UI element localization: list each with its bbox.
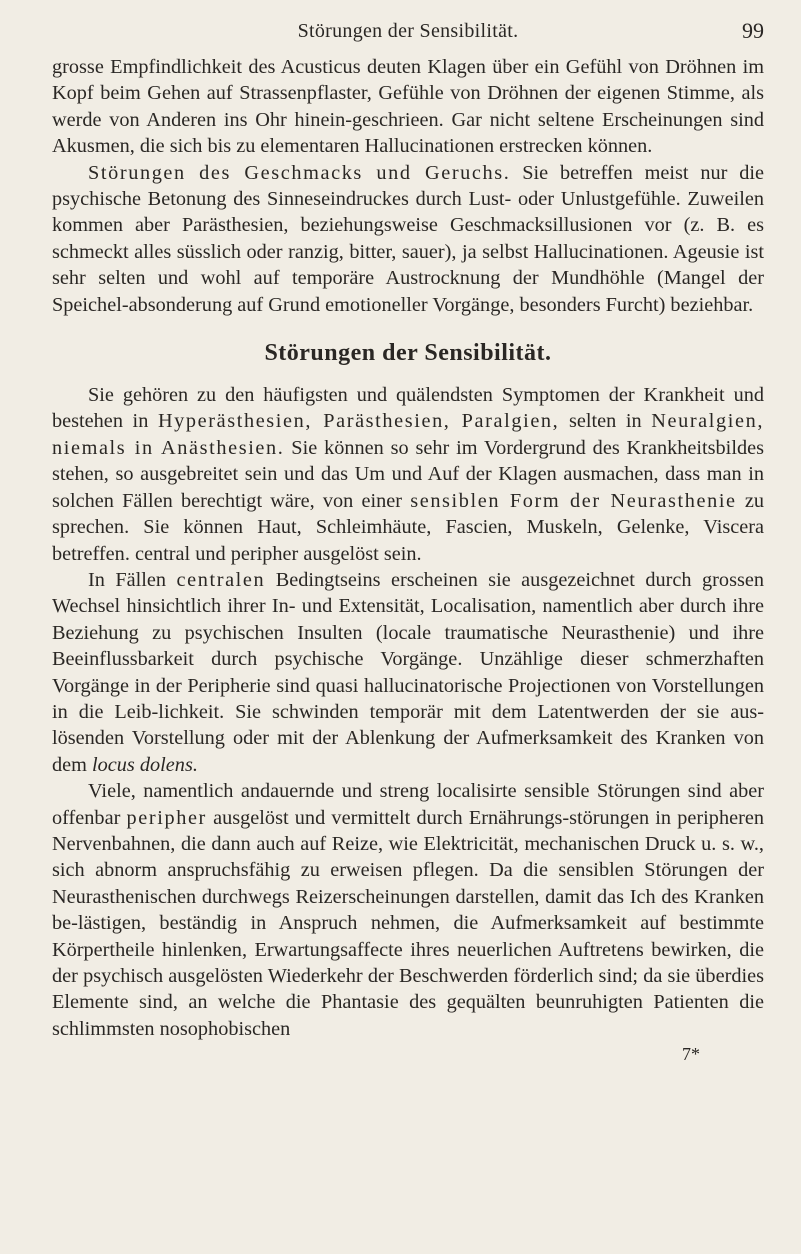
- paragraph-central: [52, 567, 764, 778]
- text-run: Sie können so sehr im Vordergrund des Krankheitsbildes stehen, so ausgebreitet sein und das Um und Auf der Klagen ausmachen, dass man in solchen Fällen berechtigt wäre, von einer: [52, 436, 764, 512]
- italic-run: locus dolens.: [92, 753, 198, 776]
- paragraph-geschmack-text: Sie betreffen meist nur die psychische Betonung des Sinneseindruckes durch Lust- oder Unlustgefühle. Zuweilen kommen aber Parästhesien, beziehungsweise Geschmacksillusionen vor (z. B. es schmeckt alles süsslich oder ranzig, bitter, sauer), ja selbst Hallucinationen. Ageusie ist sehr selten und wohl auf temporäre Austrocknung der Mundhöhle (Mangel der Speichel-absonderung auf Grund emotioneller Vorgänge, besonders Furcht) beziehbar.: [52, 161, 764, 316]
- paragraph-sensibilitaet: [52, 382, 764, 567]
- emphasis-run: Hyperästhesien, Parästhesien, Paralgien,: [157, 410, 560, 433]
- paragraph-acusticus: grosse Empfindlichkeit des Acusticus deuten Klagen über ein Gefühl von Dröhnen im Kopf beim Gehen auf Strassenpflaster, Gefühle von Dröhnen der eigenen Stimme, als werde von Anderen ins Ohr hinein-geschrieen. Gar nicht seltene Erscheinungen sind Akusmen, die sich bis zu elementaren Hallucinationen erstrecken können.: [52, 56, 764, 158]
- signature-mark: 7*: [682, 1044, 700, 1065]
- text-run: In Fällen: [88, 568, 177, 591]
- emphasis-run: Neuralgien, niemals in Anästhesien.: [52, 410, 765, 459]
- inline-heading-geschmack: Störungen des Geschmacks und Geruchs.: [88, 161, 511, 184]
- text-run: ausgelöst und vermittelt durch Ernährungs-störungen in peripheren Nervenbahnen, die dann auch auf Reize, wie Elektricität, mechanischen Druck u. s. w., sich abnorm anspruchsfähig zu erweisen pflegen. Da die sensiblen Störungen der Neurasthenischen durchwegs Reizerscheinungen darstellen, damit das Ich des Kranken be-lästigen, beständig in Anspruch nehmen, die Aufmerksamkeit auf bestimmte Körpertheile hinlenken, Erwartungsaffecte ihres neuerlichen Auftretens bewirken, die der psychisch ausgelösten Wiederkehr der Beschwerden förderlich sind; da sie überdies Elemente sind, an welche die Phantasie des gequälten beunruhigten Patienten die schlimmsten nosophobischen: [52, 806, 764, 1040]
- text-run: Viele, namentlich andauernde und streng localisirte sensible Störungen sind aber offenbar: [52, 780, 764, 829]
- text-run: selten in: [559, 410, 652, 433]
- text-run: zu sprechen. Sie können Haut, Schleimhäute, Fascien, Muskeln, Gelenke, Viscera betreffen. central und peripher ausgelöst sein.: [52, 489, 764, 565]
- body-text: [52, 54, 764, 1064]
- page-number: 99: [742, 18, 764, 43]
- paragraph-geschmack: [52, 160, 764, 318]
- emphasis-run: sensiblen Form der Neurasthenie: [410, 489, 737, 512]
- running-head: [52, 14, 764, 48]
- emphasis-run: centralen: [176, 568, 266, 591]
- running-title: Störungen der Sensibilität.: [297, 20, 519, 42]
- section-heading: Störungen der Sensibilität.: [264, 340, 552, 367]
- book-page: [52, 14, 764, 1244]
- text-run: Sie gehören zu den häufigsten und quälendsten Symptomen der Krankheit und bestehen in: [52, 384, 764, 433]
- paragraph-peripher: [52, 778, 764, 1042]
- emphasis-run: peripher: [126, 806, 207, 829]
- text-run: Bedingtseins erscheinen sie ausgezeichnet durch grossen Wechsel hinsichtlich ihrer In- und Extensität, Localisation, namentlich aber durch ihre Beziehung zu psychischen Insulten (locale traumatische Neurasthenie) und ihre Beeinflussbarkeit durch psychische Vorgänge. Unzählige dieser schmerzhaften Vorgänge in der Peripherie sind quasi hallucinatorische Projectionen von Vorstellungen in die Leib-lichkeit. Sie schwinden temporär mit dem Latentwerden der sie aus-lösenden Vorstellung oder mit der Ablenkung der Aufmerksamkeit des Kranken von dem: [52, 568, 764, 776]
